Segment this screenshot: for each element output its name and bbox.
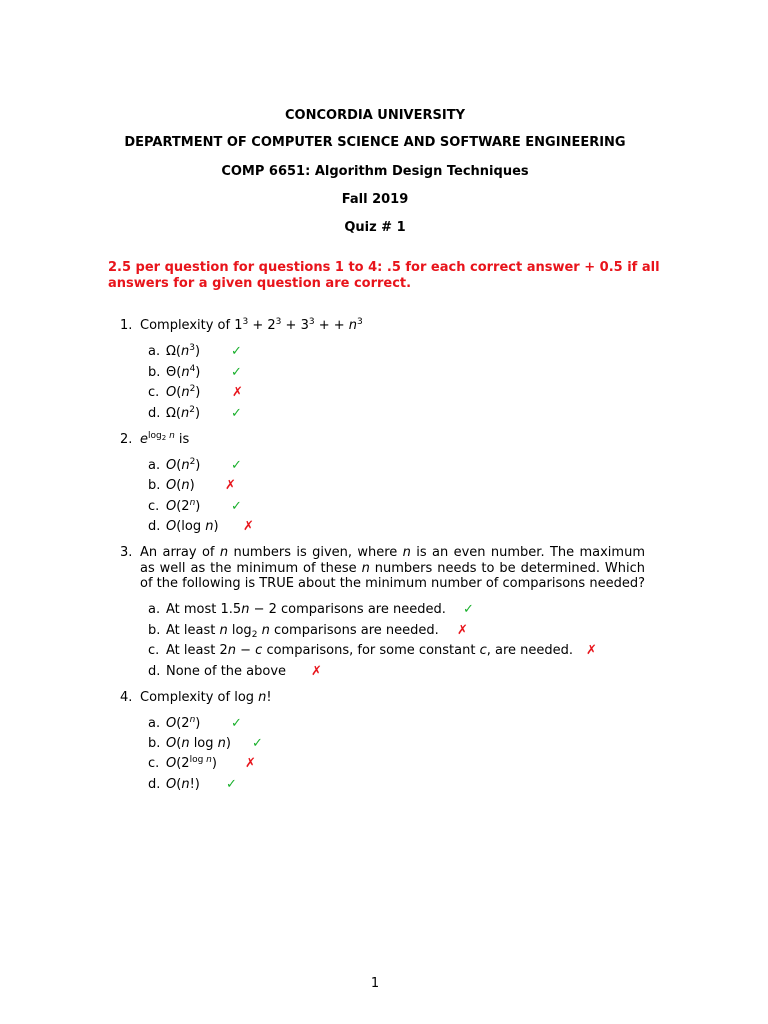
option-text: O(n) bbox=[166, 478, 195, 493]
option-text: O(2$^n$) bbox=[166, 498, 201, 514]
option-label: b. bbox=[148, 623, 161, 638]
option-text: $\Omega(n^2)$ bbox=[166, 405, 201, 421]
correct-mark-icon: ✓ bbox=[231, 499, 242, 514]
option-text: $O(n^2)$ bbox=[166, 384, 201, 400]
correct-mark-icon: ✓ bbox=[463, 602, 474, 617]
correct-mark-icon: ✓ bbox=[231, 716, 242, 731]
option-label: c. bbox=[148, 499, 160, 514]
option-text: O(log n) bbox=[166, 519, 219, 534]
incorrect-mark-icon: ✗ bbox=[232, 385, 243, 400]
university-name: CONCORDIA UNIVERSITY bbox=[285, 108, 465, 123]
question-number: 4. bbox=[120, 690, 133, 705]
option-text: At least 2n − c comparisons, for some constant c, are needed. bbox=[166, 643, 574, 658]
grading-note: 2.5 per question for questions 1 to 4: .5 for each correct answer + 0.5 if all answers for a given question are correct. bbox=[108, 260, 660, 291]
department-name: DEPARTMENT OF COMPUTER SCIENCE AND SOFTWARE ENGINEERING bbox=[124, 135, 626, 150]
correct-mark-icon: ✓ bbox=[252, 736, 263, 751]
option-text: At most 1.5n − 2 comparisons are needed. bbox=[166, 602, 446, 617]
option-label: a. bbox=[148, 716, 161, 731]
option-text: O(n!) bbox=[166, 777, 200, 792]
incorrect-mark-icon: ✗ bbox=[245, 756, 256, 771]
question-text: Complexity of log n! bbox=[140, 690, 272, 705]
incorrect-mark-icon: ✗ bbox=[311, 664, 322, 679]
option-label: c. bbox=[148, 643, 160, 658]
option-label: a. bbox=[148, 344, 161, 359]
option-text: O(n log n) bbox=[166, 736, 231, 751]
option-label: a. bbox=[148, 602, 161, 617]
option-label: d. bbox=[148, 406, 161, 421]
question-text: An array of n numbers is given, where n is an even number. The maximum as well as the minimum of these n numbers needs to be determined. Which of the following is TRUE about the minimum number of comparisons needed? bbox=[140, 545, 645, 591]
option-text: $O(2^{log n})$ bbox=[166, 755, 217, 771]
option-label: b. bbox=[148, 478, 161, 493]
option-label: c. bbox=[148, 385, 160, 400]
option-text: None of the above bbox=[166, 664, 287, 679]
page-number: 1 bbox=[370, 976, 380, 991]
option-text: At least n $\log_2 n$ comparisons are needed. bbox=[166, 623, 439, 640]
option-label: a. bbox=[148, 458, 161, 473]
option-text: $O(n^2)$ bbox=[166, 457, 201, 473]
correct-mark-icon: ✓ bbox=[231, 365, 242, 380]
option-label: d. bbox=[148, 519, 161, 534]
option-label: b. bbox=[148, 365, 161, 380]
question-text: Complexity of $1^3 + 2^3 + 3^3$ + + $n^3$ bbox=[140, 317, 363, 333]
option-text: $\Omega(n^3)$ bbox=[166, 343, 201, 359]
term: Fall 2019 bbox=[341, 192, 409, 207]
option-text: $\Theta(n^4)$ bbox=[166, 364, 201, 380]
question-number: 1. bbox=[120, 318, 133, 333]
option-label: b. bbox=[148, 736, 161, 751]
option-label: d. bbox=[148, 664, 161, 679]
correct-mark-icon: ✓ bbox=[231, 406, 242, 421]
correct-mark-icon: ✓ bbox=[231, 458, 242, 473]
incorrect-mark-icon: ✗ bbox=[243, 519, 254, 534]
correct-mark-icon: ✓ bbox=[226, 777, 237, 792]
course-title: COMP 6651: Algorithm Design Techniques bbox=[221, 164, 529, 179]
question-number: 2. bbox=[120, 432, 133, 447]
option-text: O(2$^n$) bbox=[166, 715, 201, 731]
question-text: $e^{log_2 n}$ is bbox=[140, 431, 190, 447]
option-label: d. bbox=[148, 777, 161, 792]
quiz-title: Quiz # 1 bbox=[344, 220, 406, 235]
incorrect-mark-icon: ✗ bbox=[457, 623, 468, 638]
correct-mark-icon: ✓ bbox=[231, 344, 242, 359]
option-label: c. bbox=[148, 756, 160, 771]
incorrect-mark-icon: ✗ bbox=[586, 643, 597, 658]
incorrect-mark-icon: ✗ bbox=[225, 478, 236, 493]
question-number: 3. bbox=[120, 545, 133, 560]
